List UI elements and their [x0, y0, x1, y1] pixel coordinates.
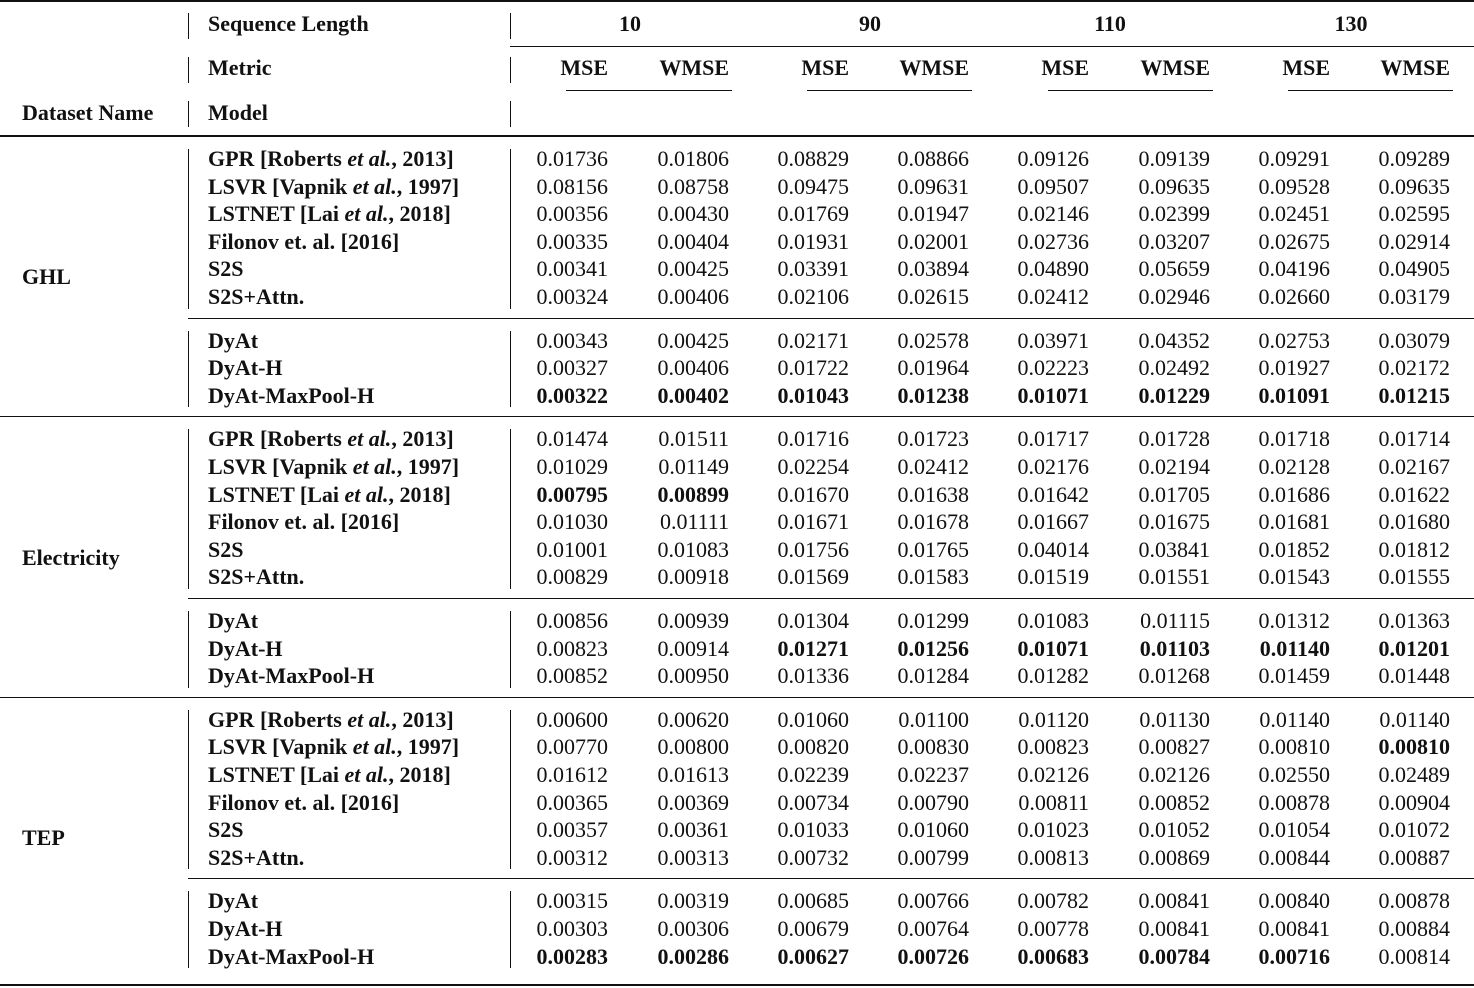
table-cell: 0.00939 [657, 608, 729, 633]
header-divider-right [510, 101, 511, 127]
metric-underline [807, 90, 972, 91]
table-cell: 0.01642 [1017, 481, 1089, 507]
table-cell: 0.01238 [897, 382, 969, 408]
metric-header: WMSE [1380, 55, 1450, 80]
table-cell: 0.02106 [777, 284, 849, 309]
table-cell: 0.01284 [897, 663, 969, 689]
table-cell: 0.01282 [1017, 663, 1089, 689]
table-cell: 0.01111 [659, 509, 729, 535]
table-cell: 0.01931 [777, 228, 849, 254]
table-cell: 0.02171 [777, 327, 849, 353]
table-cell: 0.00620 [657, 706, 729, 732]
table-cell: 0.00878 [1258, 789, 1330, 815]
metric-header: WMSE [659, 55, 729, 80]
table-cell: 0.01304 [777, 608, 849, 633]
model-name: S2S [208, 256, 244, 282]
table-cell: 0.02489 [1378, 762, 1450, 787]
table-cell: 0.01511 [658, 426, 729, 452]
table-cell: 0.00732 [777, 844, 849, 870]
table-cell: 0.01030 [536, 509, 608, 535]
row-divider-left [188, 429, 189, 589]
table-cell: 0.00852 [1138, 789, 1210, 815]
table-cell: 0.00283 [536, 943, 608, 969]
table-cell: 0.02660 [1258, 284, 1330, 309]
table-cell: 0.00878 [1378, 888, 1450, 914]
table-cell: 0.00683 [1017, 943, 1089, 969]
table-cell: 0.00627 [777, 943, 849, 969]
table-cell: 0.01569 [777, 564, 849, 590]
table-cell: 0.00918 [657, 564, 729, 590]
table-cell: 0.01130 [1139, 706, 1210, 732]
model-name: DyAt [208, 888, 259, 914]
table-cell: 0.00950 [657, 663, 729, 689]
table-cell: 0.03391 [777, 256, 849, 282]
model-name: LSVR [Vapnik et al., 1997] [208, 454, 460, 479]
table-cell: 0.02237 [897, 762, 969, 787]
table-cell: 0.04890 [1017, 256, 1089, 282]
dataset-name-label: Dataset Name [22, 100, 154, 125]
table-cell: 0.00840 [1258, 888, 1330, 914]
seq-length-header: 110 [1094, 11, 1126, 36]
table-cell: 0.00784 [1138, 943, 1210, 969]
table-cell: 0.00425 [657, 256, 729, 282]
row-divider-left [188, 611, 189, 688]
table-cell: 0.01675 [1138, 509, 1210, 535]
table-cell: 0.02399 [1138, 201, 1210, 227]
table-cell: 0.02126 [1017, 762, 1089, 787]
table-cell: 0.01756 [777, 536, 849, 562]
top-rule [0, 0, 1474, 2]
table-cell: 0.00327 [536, 355, 608, 381]
table-cell: 0.01964 [897, 355, 969, 381]
table-cell: 0.01927 [1258, 355, 1330, 381]
table-cell: 0.02167 [1378, 454, 1450, 479]
table-cell: 0.00827 [1138, 734, 1210, 760]
table-cell: 0.02126 [1138, 762, 1210, 787]
table-cell: 0.09291 [1258, 146, 1330, 171]
dataset-name: Electricity [22, 544, 120, 570]
table-cell: 0.00869 [1138, 844, 1210, 870]
table-cell: 0.02146 [1017, 201, 1089, 227]
table-cell: 0.01474 [536, 426, 608, 452]
table-cell: 0.01091 [1258, 382, 1330, 408]
table-cell: 0.04352 [1138, 327, 1210, 353]
table-cell: 0.01519 [1017, 564, 1089, 590]
table-cell: 0.01071 [1017, 382, 1089, 408]
table-cell: 0.01678 [897, 509, 969, 535]
table-cell: 0.01083 [1017, 608, 1089, 633]
table-cell: 0.09635 [1138, 173, 1210, 199]
table-cell: 0.01852 [1258, 536, 1330, 562]
table-cell: 0.01543 [1258, 564, 1330, 590]
header-divider-right [510, 13, 511, 39]
table-cell: 0.01769 [777, 201, 849, 227]
table-cell: 0.00319 [657, 888, 729, 914]
table-cell: 0.09507 [1017, 173, 1089, 199]
table-cell: 0.00356 [536, 201, 608, 227]
model-name: DyAt-H [208, 916, 283, 941]
table-cell: 0.08866 [897, 146, 969, 171]
table-cell: 0.01806 [657, 146, 729, 171]
table-cell: 0.00820 [777, 734, 849, 760]
table-cell: 0.00814 [1378, 943, 1450, 969]
table-cell: 0.00844 [1258, 844, 1330, 870]
table-cell: 0.01229 [1138, 382, 1210, 408]
table-cell: 0.00795 [536, 481, 608, 507]
table-cell: 0.01947 [897, 201, 969, 227]
table-cell: 0.00841 [1138, 888, 1210, 914]
row-divider-right [510, 149, 511, 309]
group-separator [188, 598, 1474, 599]
dataset-name: GHL [22, 264, 71, 290]
table-cell: 0.01071 [1017, 635, 1089, 661]
dataset-name: TEP [22, 825, 65, 850]
table-cell: 0.02001 [897, 228, 969, 254]
table-cell: 0.01140 [1259, 635, 1330, 661]
table-cell: 0.01638 [897, 481, 969, 507]
model-name: DyAt [208, 608, 259, 633]
table-cell: 0.00887 [1378, 844, 1450, 870]
sequence-length-label: Sequence Length [208, 11, 369, 36]
model-name: LSVR [Vapnik et al., 1997] [208, 734, 460, 760]
seq-length-header: 10 [619, 11, 641, 36]
model-name: DyAt-MaxPool-H [208, 943, 375, 969]
model-name: DyAt-MaxPool-H [208, 382, 375, 408]
dataset-separator [0, 697, 1474, 698]
table-cell: 0.00369 [657, 789, 729, 815]
table-cell: 0.01671 [777, 509, 849, 535]
table-cell: 0.01670 [777, 481, 849, 507]
table-cell: 0.08156 [536, 173, 608, 199]
table-cell: 0.00766 [897, 888, 969, 914]
model-name: LSTNET [Lai et al., 2018] [208, 201, 451, 227]
table-cell: 0.01613 [657, 762, 729, 787]
table-cell: 0.02176 [1017, 454, 1089, 479]
table-cell: 0.02412 [1017, 284, 1089, 309]
table-cell: 0.02492 [1138, 355, 1210, 381]
table-cell: 0.01115 [1140, 608, 1210, 633]
table-cell: 0.00600 [536, 706, 608, 732]
table-cell: 0.01681 [1258, 509, 1330, 535]
table-cell: 0.01717 [1017, 426, 1089, 452]
table-cell: 0.00810 [1258, 734, 1330, 760]
row-divider-right [510, 331, 511, 408]
row-divider-left [188, 891, 189, 968]
model-name: Filonov et. al. [2016] [208, 789, 400, 815]
table-cell: 0.00823 [1017, 734, 1089, 760]
table-cell: 0.00406 [657, 284, 729, 309]
table-cell: 0.01060 [777, 706, 849, 732]
metric-header: MSE [1282, 55, 1330, 80]
group-separator [188, 318, 1474, 319]
table-cell: 0.00322 [536, 382, 608, 408]
table-cell: 0.01140 [1379, 706, 1450, 732]
table-cell: 0.02223 [1017, 355, 1089, 381]
model-name: S2S [208, 817, 244, 843]
table-cell: 0.02254 [777, 454, 849, 479]
model-name: DyAt-MaxPool-H [208, 663, 375, 689]
table-cell: 0.01033 [777, 817, 849, 843]
table-cell: 0.01029 [536, 454, 608, 479]
table-cell: 0.00914 [657, 635, 729, 661]
table-cell: 0.03179 [1378, 284, 1450, 309]
table-cell: 0.00306 [657, 916, 729, 941]
table-cell: 0.01001 [536, 536, 608, 562]
table-cell: 0.01723 [897, 426, 969, 452]
table-cell: 0.00734 [777, 789, 849, 815]
table-cell: 0.00899 [657, 481, 729, 507]
table-cell: 0.01728 [1138, 426, 1210, 452]
table-cell: 0.08829 [777, 146, 849, 171]
table-cell: 0.04014 [1017, 536, 1089, 562]
model-name: GPR [Roberts et al., 2013] [208, 426, 454, 452]
metric-header: MSE [801, 55, 849, 80]
table-cell: 0.01765 [897, 536, 969, 562]
table-cell: 0.00782 [1017, 888, 1089, 914]
table-cell: 0.00425 [657, 327, 729, 353]
header-divider-left [188, 13, 189, 39]
table-cell: 0.00716 [1258, 943, 1330, 969]
table-cell: 0.01120 [1018, 706, 1089, 732]
table-cell: 0.09635 [1378, 173, 1450, 199]
row-divider-left [188, 331, 189, 408]
table-cell: 0.00800 [657, 734, 729, 760]
row-divider-left [188, 149, 189, 309]
table-cell: 0.01023 [1017, 817, 1089, 843]
table-cell: 0.01149 [658, 454, 729, 479]
table-cell: 0.00324 [536, 284, 608, 309]
table-cell: 0.01622 [1378, 481, 1450, 507]
table-cell: 0.00430 [657, 201, 729, 227]
table-cell: 0.00286 [657, 943, 729, 969]
table-cell: 0.03894 [897, 256, 969, 282]
table-cell: 0.01705 [1138, 481, 1210, 507]
table-cell: 0.04905 [1378, 256, 1450, 282]
table-cell: 0.09126 [1017, 146, 1089, 171]
table-cell: 0.00402 [657, 382, 729, 408]
table-cell: 0.02615 [897, 284, 969, 309]
table-cell: 0.05659 [1138, 256, 1210, 282]
table-cell: 0.00856 [536, 608, 608, 633]
table-cell: 0.02412 [897, 454, 969, 479]
table-cell: 0.01052 [1138, 817, 1210, 843]
table-cell: 0.01722 [777, 355, 849, 381]
table-cell: 0.00685 [777, 888, 849, 914]
table-cell: 0.04196 [1258, 256, 1330, 282]
table-cell: 0.00841 [1258, 916, 1330, 941]
table-cell: 0.01716 [777, 426, 849, 452]
table-cell: 0.01072 [1378, 817, 1450, 843]
model-name: DyAt-H [208, 635, 283, 661]
model-name: S2S+Attn. [208, 284, 305, 309]
table-cell: 0.00726 [897, 943, 969, 969]
table-cell: 0.01555 [1378, 564, 1450, 590]
metric-underline [1048, 90, 1213, 91]
table-cell: 0.01215 [1378, 382, 1450, 408]
header-divider-left [188, 101, 189, 127]
table-cell: 0.00357 [536, 817, 608, 843]
table-cell: 0.01336 [777, 663, 849, 689]
table-cell: 0.00829 [536, 564, 608, 590]
model-name: Filonov et. al. [2016] [208, 228, 400, 254]
model-name: S2S+Attn. [208, 844, 305, 870]
table-cell: 0.00335 [536, 228, 608, 254]
table-cell: 0.02128 [1258, 454, 1330, 479]
table-cell: 0.01103 [1139, 635, 1210, 661]
table-cell: 0.01312 [1258, 608, 1330, 633]
table-cell: 0.02194 [1138, 454, 1210, 479]
table-cell: 0.01680 [1378, 509, 1450, 535]
table-cell: 0.00904 [1378, 789, 1450, 815]
table-cell: 0.00778 [1017, 916, 1089, 941]
table-cell: 0.01612 [536, 762, 608, 787]
row-divider-right [510, 611, 511, 688]
table-cell: 0.01667 [1017, 509, 1089, 535]
dataset-separator [0, 416, 1474, 417]
table-cell: 0.01551 [1138, 564, 1210, 590]
table-cell: 0.00852 [536, 663, 608, 689]
table-cell: 0.02753 [1258, 327, 1330, 353]
table-cell: 0.00313 [657, 844, 729, 870]
metric-header: MSE [1041, 55, 1089, 80]
bottom-rule [0, 984, 1474, 986]
model-label: Model [208, 100, 268, 125]
seq-length-header: 130 [1334, 11, 1368, 36]
model-name: S2S+Attn. [208, 564, 305, 590]
model-name: Filonov et. al. [2016] [208, 509, 400, 535]
table-cell: 0.00841 [1138, 916, 1210, 941]
seq-length-header: 90 [859, 11, 881, 36]
metric-header: WMSE [899, 55, 969, 80]
table-cell: 0.01201 [1378, 635, 1450, 661]
table-cell: 0.00312 [536, 844, 608, 870]
table-cell: 0.01686 [1258, 481, 1330, 507]
table-cell: 0.00679 [777, 916, 849, 941]
model-name: DyAt-H [208, 355, 283, 381]
table-cell: 0.02595 [1378, 201, 1450, 227]
table-cell: 0.01448 [1378, 663, 1450, 689]
header-bottom-rule [0, 135, 1474, 137]
table-cell: 0.01736 [536, 146, 608, 171]
table-cell: 0.01812 [1378, 536, 1450, 562]
model-name: DyAt [208, 327, 259, 353]
table-cell: 0.00799 [897, 844, 969, 870]
table-cell: 0.01256 [897, 635, 969, 661]
table-cell: 0.00404 [657, 228, 729, 254]
table-cell: 0.08758 [657, 173, 729, 199]
table-cell: 0.02675 [1258, 228, 1330, 254]
table-cell: 0.00810 [1378, 734, 1450, 760]
seq-underline [510, 46, 1474, 47]
table-cell: 0.02239 [777, 762, 849, 787]
table-cell: 0.00790 [897, 789, 969, 815]
header-divider-left [188, 57, 189, 83]
table-cell: 0.01714 [1378, 426, 1450, 452]
table-cell: 0.01299 [897, 608, 969, 633]
table-cell: 0.01459 [1258, 663, 1330, 689]
table-cell: 0.01718 [1258, 426, 1330, 452]
table-cell: 0.00830 [897, 734, 969, 760]
table-cell: 0.01583 [897, 564, 969, 590]
table-cell: 0.01060 [897, 817, 969, 843]
row-divider-right [510, 891, 511, 968]
table-cell: 0.02550 [1258, 762, 1330, 787]
table-cell: 0.00884 [1378, 916, 1450, 941]
table-cell: 0.03207 [1138, 228, 1210, 254]
table-cell: 0.03971 [1017, 327, 1089, 353]
model-name: LSVR [Vapnik et al., 1997] [208, 173, 460, 199]
table-cell: 0.09139 [1138, 146, 1210, 171]
table-cell: 0.01363 [1378, 608, 1450, 633]
table-cell: 0.01271 [777, 635, 849, 661]
row-divider-left [188, 710, 189, 870]
metric-header: WMSE [1140, 55, 1210, 80]
table-cell: 0.09289 [1378, 146, 1450, 171]
table-cell: 0.01083 [657, 536, 729, 562]
table-cell: 0.02914 [1378, 228, 1450, 254]
group-separator [188, 878, 1474, 879]
table-cell: 0.01268 [1138, 663, 1210, 689]
table-cell: 0.02946 [1138, 284, 1210, 309]
table-cell: 0.00343 [536, 327, 608, 353]
table-cell: 0.01043 [777, 382, 849, 408]
table-cell: 0.03841 [1138, 536, 1210, 562]
model-name: S2S [208, 536, 244, 562]
model-name: LSTNET [Lai et al., 2018] [208, 762, 451, 787]
metric-underline [1288, 90, 1453, 91]
table-cell: 0.00361 [657, 817, 729, 843]
table-cell: 0.00770 [536, 734, 608, 760]
table-cell: 0.09475 [777, 173, 849, 199]
table-cell: 0.02736 [1017, 228, 1089, 254]
table-cell: 0.09631 [897, 173, 969, 199]
table-cell: 0.00823 [536, 635, 608, 661]
row-divider-right [510, 710, 511, 870]
model-name: GPR [Roberts et al., 2013] [208, 706, 454, 732]
table-cell: 0.00406 [657, 355, 729, 381]
table-cell: 0.01054 [1258, 817, 1330, 843]
row-divider-right [510, 429, 511, 589]
table-cell: 0.01100 [898, 706, 969, 732]
table-cell: 0.00303 [536, 916, 608, 941]
table-cell: 0.00811 [1018, 789, 1089, 815]
table-cell: 0.02451 [1258, 201, 1330, 227]
table-cell: 0.03079 [1378, 327, 1450, 353]
table-cell: 0.00341 [536, 256, 608, 282]
table-cell: 0.00315 [536, 888, 608, 914]
table-cell: 0.01140 [1259, 706, 1330, 732]
metric-underline [566, 90, 732, 91]
model-name: GPR [Roberts et al., 2013] [208, 146, 454, 171]
metric-label: Metric [208, 55, 272, 80]
table-cell: 0.00365 [536, 789, 608, 815]
table-cell: 0.00764 [897, 916, 969, 941]
table-cell: 0.00813 [1017, 844, 1089, 870]
table-cell: 0.02578 [897, 327, 969, 353]
metric-header: MSE [560, 55, 608, 80]
table-cell: 0.09528 [1258, 173, 1330, 199]
table-cell: 0.02172 [1378, 355, 1450, 381]
model-name: LSTNET [Lai et al., 2018] [208, 481, 451, 507]
